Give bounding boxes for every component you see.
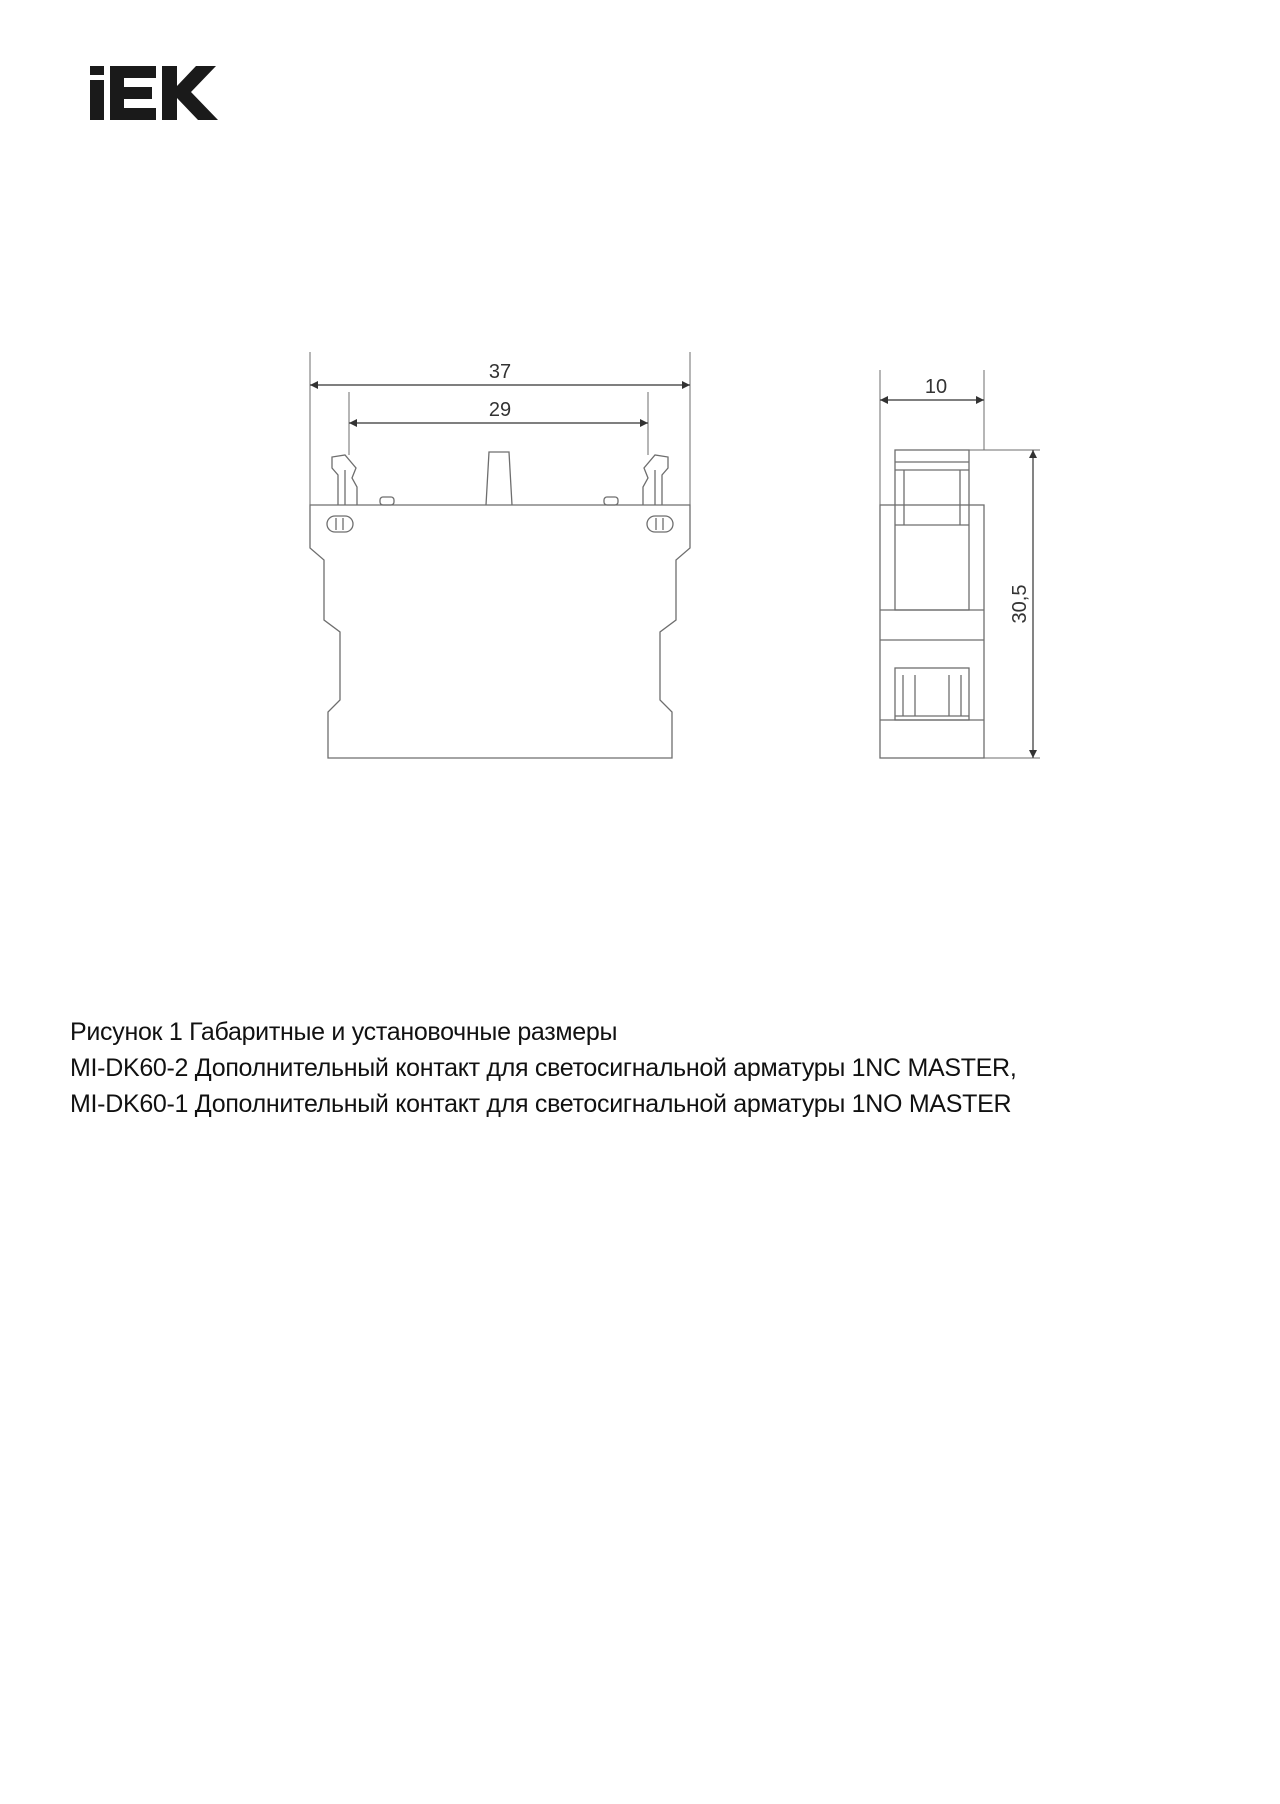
caption-line-nc: MI-DK60-2 Дополнительный контакт для светосигнальной арматуры 1NC MASTER, — [70, 1054, 1017, 1082]
dim-label-10: 10 — [924, 376, 948, 398]
caption-line-no: MI-DK60-1 Дополнительный контакт для светосигнальной арматуры 1NO MASTER — [70, 1090, 1012, 1118]
dim-label-29: 29 — [488, 399, 512, 421]
dim-label-37: 37 — [488, 361, 512, 383]
dim-label-30-5: 30,5 — [1009, 584, 1031, 624]
side-view — [880, 370, 1040, 758]
dimension-drawing — [0, 0, 1280, 800]
figure-caption — [70, 1014, 1230, 1122]
caption-line-title: Рисунок 1 Габаритные и установочные размеры — [70, 1018, 618, 1046]
